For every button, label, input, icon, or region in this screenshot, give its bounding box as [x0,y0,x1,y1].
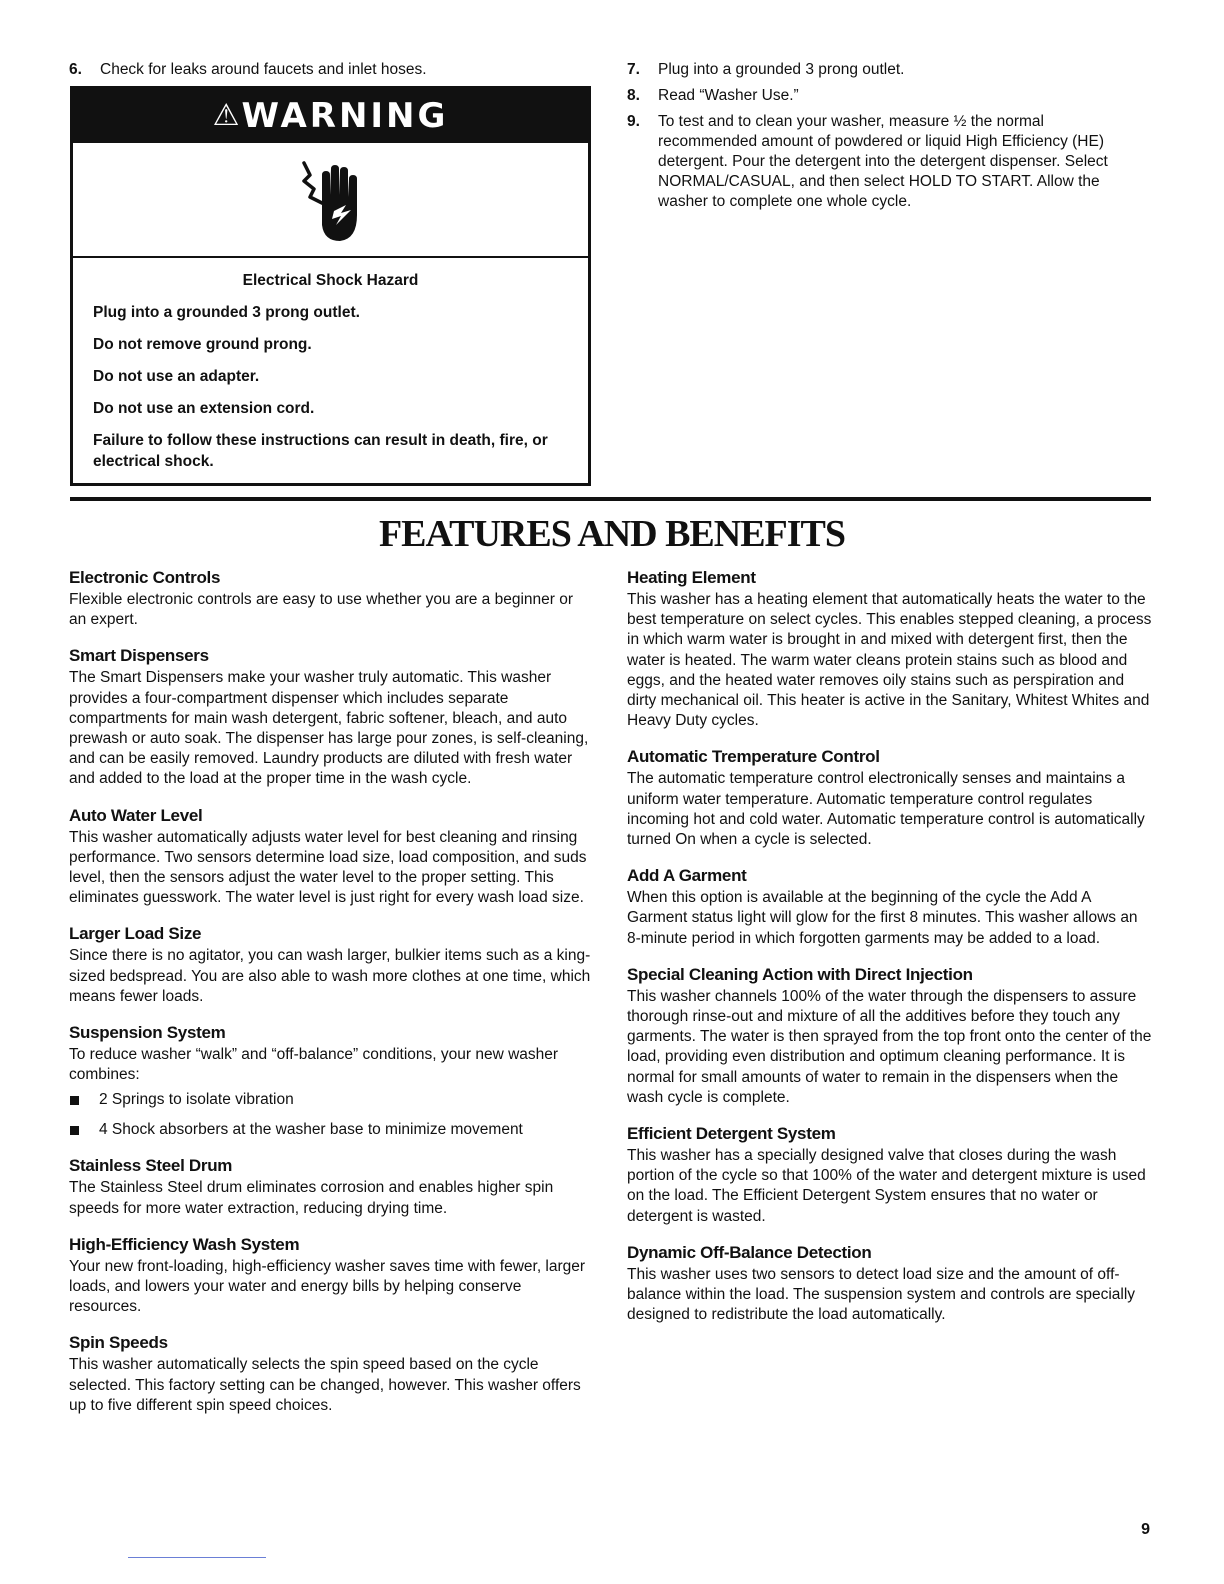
feature-body: This washer has a specially designed valve that closes during the wash portion of the cycle so that 100% of the water and detergent mixture is used on the load. The Efficient Detergent System ensures that no water or detergent is wasted. [627,1147,1146,1225]
warning-text [73,258,588,472]
feature-heating-element [627,567,1152,731]
feature-title: Suspension System [69,1023,226,1043]
feature-title: Larger Load Size [69,924,202,944]
feature-title: Automatic Tremperature Control [627,747,880,767]
step-9 [627,112,1147,212]
feature-body: When this option is available at the beginning of the cycle the Add A Garment status light will glow for the first 8 minutes. This washer allows an 8-minute period in which forgotten garments may be added to a load. [627,889,1138,947]
feature-title: Auto Water Level [69,805,203,825]
feature-body: The Smart Dispensers make your washer truly automatic. This washer provides a four-compartment dispenser which includes separate compartments for main wash detergent, fabric softener, bleach, and auto prewash or auto soak. The dispenser has large pour zones, is self-cleaning, and can be easily removed. Laundry products are diluted with fresh water and added to the load at the proper time in the wash cycle. [69,669,589,788]
feature-title: High-Efficiency Wash System [69,1234,300,1254]
section-divider [70,497,1151,501]
warning-subject: Electrical Shock Hazard [242,272,419,289]
warning-line: Failure to follow these instructions can result in death, fire, or electrical shock. [93,432,548,470]
step-number: 7. [627,61,640,78]
feature-title: Efficient Detergent System [627,1124,836,1144]
feature-body: The automatic temperature control electronically senses and maintains a uniform water temperature. Automatic temperature control regulates incoming hot and cold water. Automatic temperature control is automatically turned On when a cycle is selected. [627,770,1145,849]
bullet-text: 2 Springs to isolate vibration [99,1091,294,1109]
feature-larger-load-size [69,923,591,1007]
step-7 [627,60,1147,80]
feature-automatic-temperature-control [627,746,1152,850]
step-number: 9. [627,113,640,130]
bullet-text: 4 Shock absorbers at the washer base to minimize movement [99,1121,523,1139]
feature-add-a-garment [627,865,1152,949]
steps-left [69,60,591,80]
warning-label: WARNING [241,95,449,136]
warning-icon-area [73,143,588,258]
feature-body: This washer channels 100% of the water through the dispensers to assure thorough rinse-out and mixture of all the additives before they touch any garments. The water is then sprayed from the top front onto the center of the load, providing even distribution and optimum cleaning performance. It is normal for small amounts of water to remain in the dispensers when the wash cycle is complete. [627,987,1152,1106]
feature-special-cleaning-action [627,964,1152,1108]
warning-box [70,86,591,486]
feature-title: Heating Element [627,568,756,587]
step-text: To test and to clean your washer, measure ½ the normal recommended amount of powdered or liquid High Efficiency (HE) detergent. Pour the detergent into the detergent dispenser. Select NORMAL/CASUAL, and then select HOLD TO START. Allow the washer to complete one whole cycle. [658,113,1108,210]
features-right-column [627,567,1152,1325]
feature-stainless-steel-drum [69,1155,591,1218]
footer-link-underline [128,1557,266,1558]
bullet-square-icon [70,1096,79,1105]
warning-triangle-icon: ⚠ [212,98,240,133]
step-text: Plug into a grounded 3 prong outlet. [658,61,905,78]
feature-suspension-system [69,1022,591,1140]
feature-spin-speeds [69,1332,591,1416]
page-number: 9 [1141,1521,1150,1538]
feature-title: Dynamic Off-Balance Detection [627,1242,872,1262]
warning-line: Plug into a grounded 3 prong outlet. [93,304,360,321]
step-6 [69,60,591,80]
feature-bullet-list [69,1090,591,1140]
feature-title: Special Cleaning Action with Direct Injection [627,964,973,984]
feature-body: Your new front-loading, high-efficiency washer saves time with fewer, larger loads, and lowers your water and energy bills by helping conserve resources. [69,1257,586,1316]
electrical-shock-hand-icon [296,155,366,245]
warning-header [73,88,588,143]
feature-body: This washer automatically selects the spin speed based on the cycle selected. This factory setting can be changed, however. This washer offers up to five different spin speed choices. [69,1356,581,1414]
feature-dynamic-off-balance-detection [627,1242,1152,1326]
list-item [69,1120,591,1140]
feature-title: Spin Speeds [69,1333,168,1353]
feature-high-efficiency-wash-system [69,1234,591,1318]
feature-efficient-detergent-system [627,1123,1152,1227]
feature-auto-water-level [69,805,591,909]
feature-title: Stainless Steel Drum [69,1156,233,1176]
step-number: 8. [627,87,640,104]
feature-electronic-controls [69,567,591,630]
feature-body: The Stainless Steel drum eliminates corrosion and enables higher spin speeds for more water extraction, reducing drying time. [69,1179,554,1217]
feature-smart-dispensers [69,645,591,789]
feature-body: This washer has a heating element that automatically heats the water to the best temperature on select cycles. This enables stepped cleaning, a process in which warm water is brought in and mixed with detergent first, then the water is heated. The warm water cleans protein stains such as blood and eggs, and the heated water removes oily stains such as perspiration and dirty mechanical oil. This heater is active in the Sanitary, Whitest Whites and Heavy Duty cycles. [627,591,1152,730]
feature-body: Since there is no agitator, you can wash larger, bulkier items such as a king-sized bedspread. You are also able to wash more clothes at one time, which means fewer loads. [69,947,591,1005]
warning-line: Do not use an adapter. [93,368,260,385]
list-item [69,1090,591,1110]
step-8 [627,86,1147,106]
step-text: Read “Washer Use.” [658,87,799,104]
feature-title: Electronic Controls [69,568,221,587]
section-title: FEATURES AND BENEFITS [378,513,846,555]
step-text: Check for leaks around faucets and inlet hoses. [100,61,427,78]
warning-line: Do not use an extension cord. [93,400,315,417]
steps-right [627,60,1147,212]
feature-title: Smart Dispensers [69,646,209,666]
feature-title: Add A Garment [627,866,747,886]
features-left-column [69,567,591,1416]
feature-body: This washer automatically adjusts water level for best cleaning and rinsing performance. Two sensors determine load size, load composition, and suds level, then the sensors adjust the water level to the proper setting. This eliminates guesswork. The water level is just right for every wash load size. [69,828,587,907]
bullet-square-icon [70,1126,79,1135]
feature-body: Flexible electronic controls are easy to use whether you are a beginner or an expert. [69,591,574,629]
feature-body: This washer uses two sensors to detect load size and the amount of off-balance within the load. The suspension system and controls are specially designed to redistribute the load automatically. [627,1265,1136,1324]
feature-body: To reduce washer “walk” and “off-balance” conditions, your new washer combines: [69,1046,559,1084]
step-number: 6. [69,61,82,78]
warning-line: Do not remove ground prong. [93,336,312,353]
